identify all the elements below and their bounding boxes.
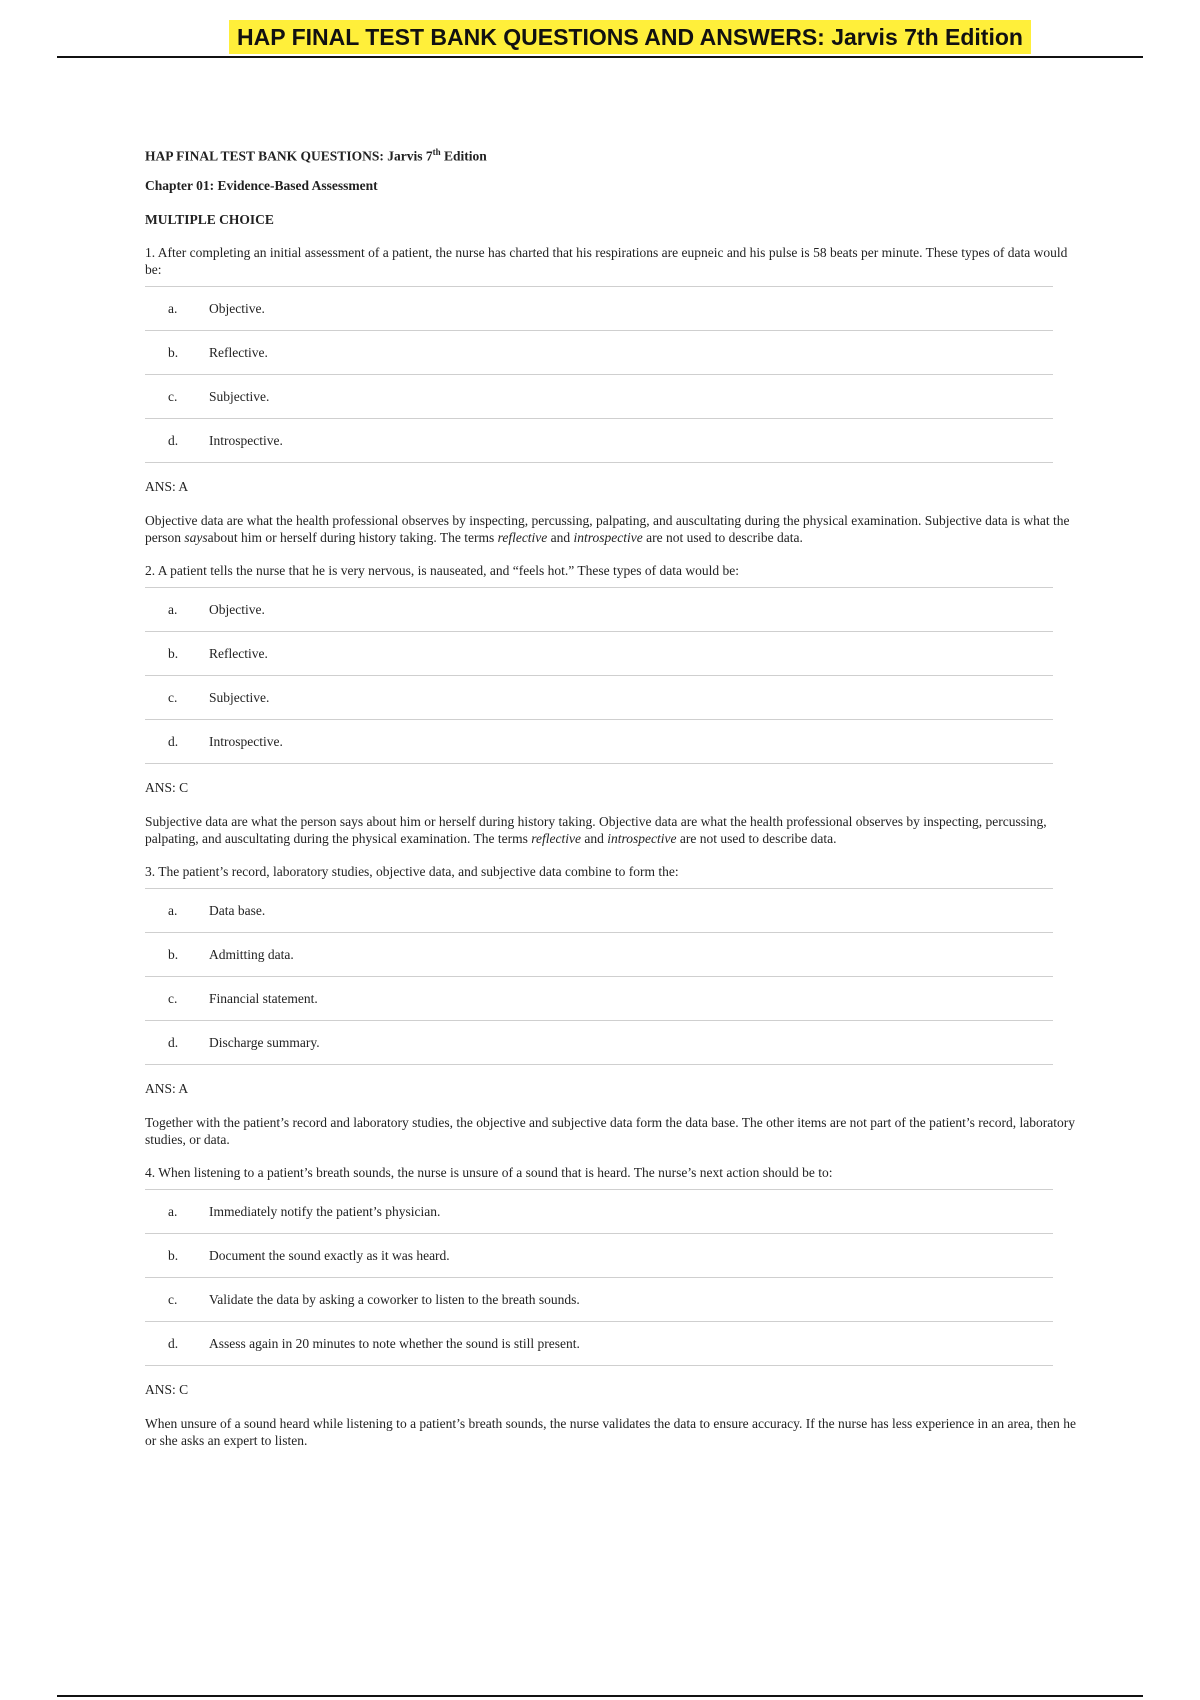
question-1 [145,244,1080,546]
option-text: Reflective. [209,344,268,360]
answer-key: ANS: A [145,478,189,494]
option-letter: c. [168,1291,178,1307]
options-list [145,1189,1053,1366]
option-text: Immediately notify the patient’s physician. [209,1203,441,1219]
option-row [145,676,1053,720]
option-letter: d. [168,432,179,448]
option-letter: c. [168,689,178,705]
option-row [145,419,1053,463]
option-text: Assess again in 20 minutes to note whether the sound is still present. [209,1335,580,1351]
options-list [145,888,1053,1065]
header-divider [57,56,1143,58]
option-letter: d. [168,1335,179,1351]
options-list [145,286,1053,463]
option-letter: d. [168,733,179,749]
question-text: 3. The patient’s record, laboratory studies, objective data, and subjective data combine to form the: [145,863,679,879]
option-row [145,1322,1053,1366]
question-4 [145,1164,1080,1449]
option-text: Discharge summary. [209,1034,320,1050]
footer-divider [57,1695,1143,1697]
option-row [145,720,1053,764]
option-text: Subjective. [209,689,270,705]
option-letter: b. [168,946,179,962]
option-letter: d. [168,1034,179,1050]
option-letter: b. [168,344,179,360]
option-text: Admitting data. [209,946,294,962]
page-header [0,20,1200,54]
option-letter: a. [168,300,178,316]
option-text: Financial statement. [209,990,318,1006]
option-row [145,331,1053,375]
section-heading: MULTIPLE CHOICE [145,211,274,227]
option-row [145,632,1053,676]
option-text: Reflective. [209,645,268,661]
option-row [145,1190,1053,1234]
chapter-heading: Chapter 01: Evidence-Based Assessment [145,177,378,193]
option-row [145,375,1053,419]
question-text: 1. After completing an initial assessment of a patient, the nurse has charted that his respirations are eupneic and his pulse is 58 beats per minute. These types of data would be: [145,244,1068,277]
option-row [145,1021,1053,1065]
options-list [145,587,1053,764]
option-text: Subjective. [209,388,270,404]
rationale: Together with the patient’s record and laboratory studies, the objective and subjective data form the data base. The other items are not part of the patient’s record, laboratory studies, or data. [145,1114,1075,1147]
answer-key: ANS: C [145,779,189,795]
option-text: Validate the data by asking a coworker to listen to the breath sounds. [209,1291,580,1307]
question-2 [145,562,1080,847]
rationale: Objective data are what the health professional observes by inspecting, percussing, palpating, and auscultating during the physical examination. Subjective data is what the person saysabout him or herself during history taking. The terms reflective and introspective are not used to describe data. [145,512,1070,545]
option-row [145,287,1053,331]
document-body [145,144,1080,1449]
option-letter: c. [168,990,178,1006]
option-text: Document the sound exactly as it was heard. [209,1247,450,1263]
question-text: 4. When listening to a patient’s breath sounds, the nurse is unsure of a sound that is heard. The nurse’s next action should be to: [145,1164,833,1180]
option-row [145,977,1053,1021]
option-row [145,588,1053,632]
question-text: 2. A patient tells the nurse that he is very nervous, is nauseated, and “feels hot.” These types of data would be: [145,562,739,578]
option-letter: a. [168,1203,178,1219]
document-banner-title: HAP FINAL TEST BANK QUESTIONS AND ANSWERS: Jarvis 7th Edition [229,20,1031,54]
doc-title: HAP FINAL TEST BANK QUESTIONS: Jarvis 7th Edition [145,147,487,164]
option-text: Objective. [209,300,265,316]
option-row [145,1278,1053,1322]
option-letter: a. [168,601,178,617]
option-row [145,1234,1053,1278]
option-row [145,889,1053,933]
option-letter: b. [168,1247,179,1263]
rationale: Subjective data are what the person says about him or herself during history taking. Objective data are what the health professional observes by inspecting, percussing, palpating, and auscultating during the physical examination. The terms reflective and introspective are not used to describe data. [145,813,1047,846]
option-text: Introspective. [209,432,283,448]
question-3 [145,863,1080,1148]
answer-key: ANS: C [145,1381,189,1397]
option-letter: a. [168,902,178,918]
option-text: Introspective. [209,733,283,749]
option-text: Objective. [209,601,265,617]
option-letter: c. [168,388,178,404]
answer-key: ANS: A [145,1080,189,1096]
rationale: When unsure of a sound heard while listening to a patient’s breath sounds, the nurse validates the data to ensure accuracy. If the nurse has less experience in an area, then he or she asks an expert to listen. [145,1415,1077,1448]
option-text: Data base. [209,902,266,918]
option-row [145,933,1053,977]
option-letter: b. [168,645,179,661]
